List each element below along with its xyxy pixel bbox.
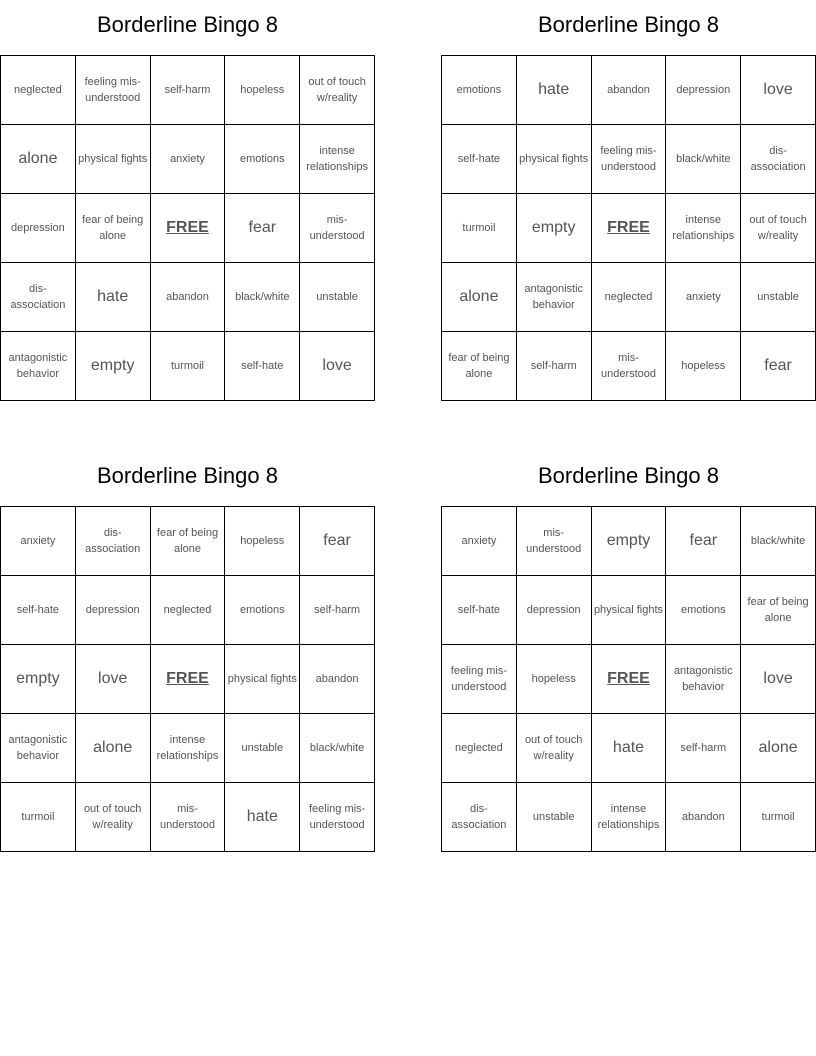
bingo-cell: dis-association [75,507,150,576]
bingo-row [442,714,816,783]
bingo-cell: out of touch w/reality [741,194,816,263]
bingo-cell: fear of being alone [442,332,517,401]
bingo-cell: hopeless [225,56,300,125]
bingo-cell: fear of being alone [75,194,150,263]
bingo-cell: alone [1,125,76,194]
bingo-cell: mis-understood [591,332,666,401]
bingo-row [442,332,816,401]
bingo-cell: feeling mis-understood [442,645,517,714]
bingo-cell: physical fights [516,125,591,194]
bingo-cell: out of touch w/reality [75,783,150,852]
bingo-cell: love [300,332,375,401]
bingo-cell: neglected [150,576,225,645]
bingo-cell: turmoil [150,332,225,401]
bingo-cell: hopeless [516,645,591,714]
bingo-cell: abandon [150,263,225,332]
bingo-grid [0,55,375,401]
bingo-cell: hate [75,263,150,332]
bingo-row [1,576,375,645]
bingo-cell: antagonistic behavior [1,332,76,401]
bingo-cell: turmoil [741,783,816,852]
bingo-cell: self-hate [442,125,517,194]
bingo-cell: intense relationships [591,783,666,852]
bingo-cell: feeling mis-understood [75,56,150,125]
bingo-row [442,507,816,576]
bingo-cell: black/white [666,125,741,194]
bingo-cell: self-harm [666,714,741,783]
bingo-cell: alone [442,263,517,332]
bingo-cell: self-hate [1,576,76,645]
bingo-row [1,125,375,194]
bingo-cell: hate [225,783,300,852]
bingo-cell: antagonistic behavior [1,714,76,783]
bingo-grid [441,55,816,401]
bingo-cell: anxiety [150,125,225,194]
bingo-cell: neglected [442,714,517,783]
bingo-cell: love [741,56,816,125]
bingo-cell: self-hate [225,332,300,401]
bingo-cell: dis-association [741,125,816,194]
bingo-cell: hate [516,56,591,125]
bingo-row [1,507,375,576]
bingo-cell: empty [1,645,76,714]
bingo-cell: emotions [225,125,300,194]
bingo-cell: emotions [442,56,517,125]
bingo-cell: depression [666,56,741,125]
bingo-cell: unstable [300,263,375,332]
bingo-cell: intense relationships [300,125,375,194]
bingo-row [1,332,375,401]
bingo-cell: unstable [741,263,816,332]
free-space: FREE [150,194,225,263]
bingo-cell: abandon [591,56,666,125]
bingo-cell: unstable [516,783,591,852]
bingo-cell: emotions [225,576,300,645]
bingo-cell: emotions [666,576,741,645]
bingo-cell: intense relationships [150,714,225,783]
bingo-row [1,645,375,714]
bingo-cell: dis-association [442,783,517,852]
bingo-cell: fear [666,507,741,576]
bingo-cell: fear [225,194,300,263]
bingo-cell: fear [741,332,816,401]
bingo-row [442,263,816,332]
free-space: FREE [150,645,225,714]
bingo-row [442,783,816,852]
bingo-cell: neglected [591,263,666,332]
bingo-cell: anxiety [1,507,76,576]
bingo-row [442,56,816,125]
bingo-cell: turmoil [1,783,76,852]
bingo-cell: fear [300,507,375,576]
card-title: Borderline Bingo 8 [537,12,719,37]
bingo-row [442,645,816,714]
bingo-row [1,56,375,125]
bingo-cell: black/white [300,714,375,783]
bingo-cell: feeling mis-understood [591,125,666,194]
bingo-cell: alone [741,714,816,783]
bingo-cell: alone [75,714,150,783]
bingo-cell: antagonistic behavior [666,645,741,714]
bingo-cell: physical fights [75,125,150,194]
bingo-cell: anxiety [666,263,741,332]
free-space: FREE [591,645,666,714]
bingo-cell: mis-understood [300,194,375,263]
bingo-cell: mis-understood [150,783,225,852]
bingo-row [442,576,816,645]
bingo-row [1,783,375,852]
bingo-cell: hopeless [225,507,300,576]
bingo-row [1,194,375,263]
bingo-row [1,263,375,332]
bingo-cell: fear of being alone [150,507,225,576]
bingo-cell: hopeless [666,332,741,401]
bingo-cell: hate [591,714,666,783]
bingo-cell: fear of being alone [741,576,816,645]
bingo-cell: neglected [1,56,76,125]
bingo-cell: mis-understood [516,507,591,576]
bingo-cell: feeling mis-understood [300,783,375,852]
bingo-cell: empty [591,507,666,576]
card-title: Borderline Bingo 8 [96,12,278,37]
bingo-cell: dis-association [1,263,76,332]
bingo-cell: love [75,645,150,714]
bingo-cell: love [741,645,816,714]
bingo-cell: self-hate [442,576,517,645]
bingo-cell: antagonistic behavior [516,263,591,332]
bingo-cell: depression [1,194,76,263]
bingo-cell: out of touch w/reality [516,714,591,783]
free-space: FREE [591,194,666,263]
bingo-cell: abandon [666,783,741,852]
bingo-cell: physical fights [591,576,666,645]
bingo-cell: black/white [225,263,300,332]
bingo-cell: depression [75,576,150,645]
bingo-cell: empty [516,194,591,263]
bingo-cell: empty [75,332,150,401]
card-title: Borderline Bingo 8 [537,463,719,488]
bingo-grid [441,506,816,852]
bingo-cell: turmoil [442,194,517,263]
bingo-cell: self-harm [300,576,375,645]
bingo-row [442,125,816,194]
bingo-cell: physical fights [225,645,300,714]
bingo-grid [0,506,375,852]
bingo-cell: intense relationships [666,194,741,263]
bingo-cell: depression [516,576,591,645]
bingo-cell: self-harm [516,332,591,401]
bingo-cell: unstable [225,714,300,783]
bingo-cell: anxiety [442,507,517,576]
bingo-cell: self-harm [150,56,225,125]
bingo-cell: black/white [741,507,816,576]
bingo-row [442,194,816,263]
bingo-cell: abandon [300,645,375,714]
bingo-row [1,714,375,783]
bingo-cell: out of touch w/reality [300,56,375,125]
card-title: Borderline Bingo 8 [96,463,278,488]
